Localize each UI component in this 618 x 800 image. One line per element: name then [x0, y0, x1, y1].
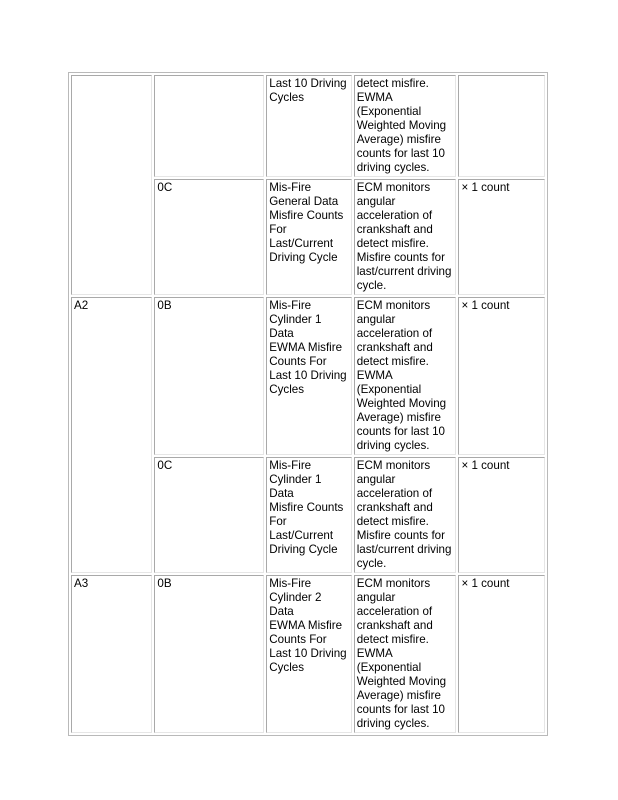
pid-cell [71, 75, 152, 295]
description-cell: ECM monitors angular acceleration of crankshaft and detect misfire. EWMA (Exponential Weighted Moving Average) misfire counts for last 10 driving cycles. [354, 297, 457, 455]
unit-cell [458, 75, 545, 177]
document-page [68, 72, 548, 736]
tid-cell: 0B [154, 575, 264, 733]
description-cell: detect misfire. EWMA (Exponential Weighted Moving Average) misfire counts for last 10 driving cycles. [354, 75, 457, 177]
pid-cell: A2 [71, 297, 152, 573]
misfire-data-table [68, 72, 548, 736]
unit-cell: × 1 count [458, 457, 545, 573]
unit-cell: × 1 count [458, 179, 545, 295]
unit-cell: × 1 count [458, 297, 545, 455]
tid-cell: 0C [154, 179, 264, 295]
description-cell: ECM monitors angular acceleration of crankshaft and detect misfire. EWMA (Exponential Weighted Moving Average) misfire counts for last 10 driving cycles. [354, 575, 457, 733]
tid-cell: 0C [154, 457, 264, 573]
unit-cell: × 1 count [458, 575, 545, 733]
tid-cell: 0B [154, 297, 264, 455]
test-name-cell: Mis-Fire Cylinder 2 Data EWMA Misfire Counts For Last 10 Driving Cycles [266, 575, 351, 733]
description-cell: ECM monitors angular acceleration of crankshaft and detect misfire. Misfire counts for last/current driving cycle. [354, 179, 457, 295]
tid-cell [154, 75, 264, 177]
pid-cell: A3 [71, 575, 152, 733]
test-name-cell: Last 10 Driving Cycles [266, 75, 351, 177]
test-name-cell: Mis-Fire Cylinder 1 Data EWMA Misfire Counts For Last 10 Driving Cycles [266, 297, 351, 455]
table-row [71, 575, 545, 733]
table-row [71, 75, 545, 177]
test-name-cell: Mis-Fire Cylinder 1 Data Misfire Counts For Last/Current Driving Cycle [266, 457, 351, 573]
table-row [71, 297, 545, 455]
description-cell: ECM monitors angular acceleration of crankshaft and detect misfire. Misfire counts for last/current driving cycle. [354, 457, 457, 573]
test-name-cell: Mis-Fire General Data Misfire Counts For Last/Current Driving Cycle [266, 179, 351, 295]
